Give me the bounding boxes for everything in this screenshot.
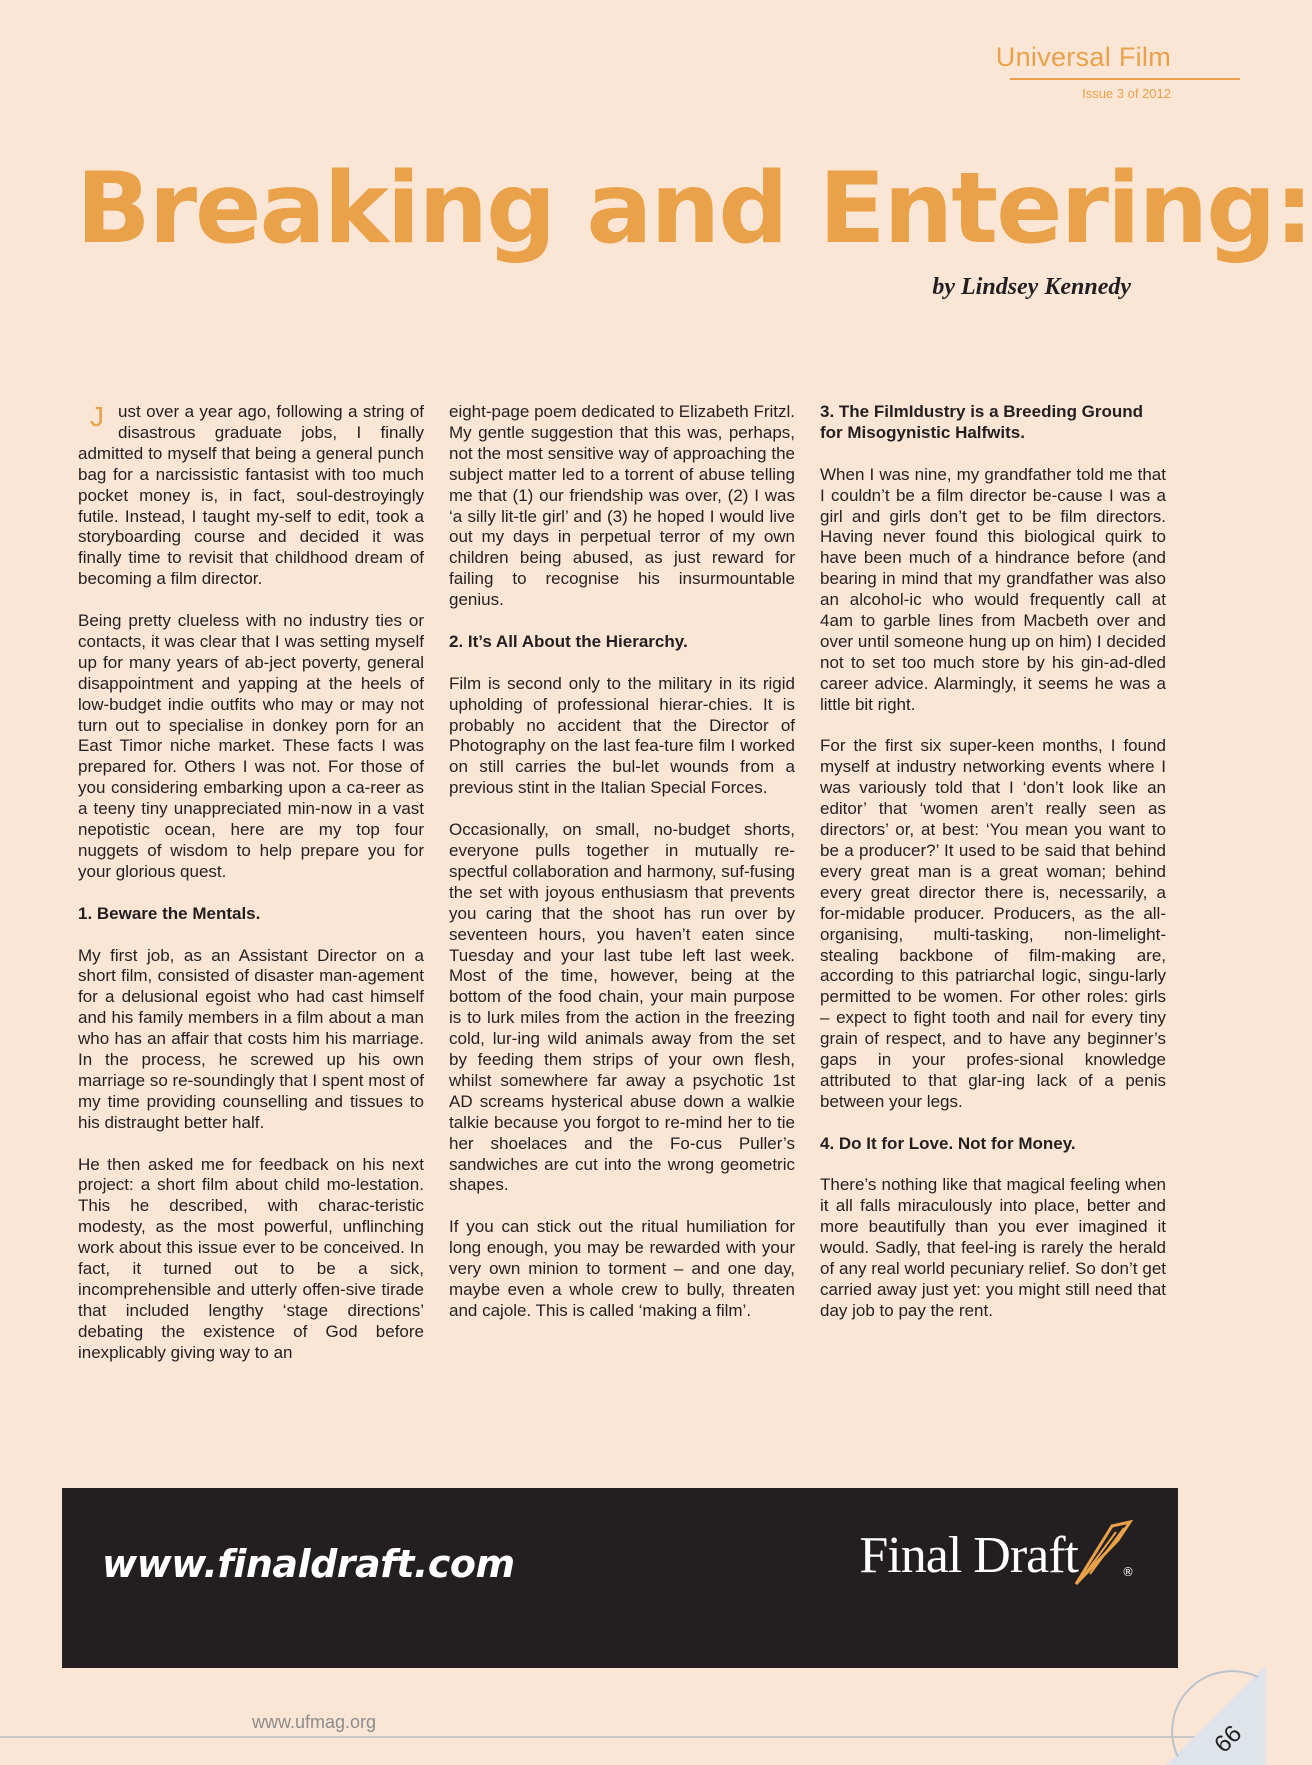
section-heading: 2. It’s All About the Hierarchy.	[449, 631, 688, 651]
paragraph: Being pretty clueless with no industry ties or contacts, it was clear that I was setting myself up for many years of ab-ject poverty, general disappointment and yapping at the heels of low-budget indie outfits who may or may not turn out to specialise in donkey porn for an East Timor niche market. These facts I was prepared for. Others I was not. For those of you considering embarking upon a ca-reer as a teeny tiny unappreciated min-now in a vast nepotistic ocean, here are my top four nuggets of wisdom to help prepare you for your glorious quest.	[78, 611, 424, 881]
advert-url[interactable]: www.finaldraft.com	[102, 1542, 515, 1586]
article-column-2	[449, 402, 795, 1343]
section-heading: 1. Beware the Mentals.	[78, 903, 261, 923]
article-byline: by Lindsey Kennedy	[932, 274, 1131, 300]
paragraph: If you can stick out the ritual humiliation for long enough, you may be rewarded with your very own minion to torment – and one day, maybe even a whole crew to bully, threaten and cajole. This is called ‘making a film’.	[449, 1217, 795, 1320]
section-heading: 4. Do It for Love. Not for Money.	[820, 1133, 1076, 1153]
footer-rule	[0, 1736, 1241, 1738]
footer-site-link[interactable]: www.ufmag.org	[252, 1712, 377, 1732]
page-number: 66	[1209, 1720, 1248, 1759]
paragraph	[78, 402, 424, 590]
article-column-1	[78, 402, 424, 1385]
registered-mark: ®	[1122, 1565, 1134, 1579]
paragraph: Occasionally, on small, no-budget shorts, everyone pulls together in mutually re-spectful collaboration and harmony, suf-fusing the set with joyous enthusiasm that prevents you caring that the shoot has run over by seventeen hours, you haven’t eaten since Tuesday and your last tube left last week. Most of the time, however, being at the bottom of the food chain, your main purpose is to lurk miles from the action in the freezing cold, lur-ing wild animals away from the set by feeding them strips of your own flesh, whilst somewhere far away a psychotic 1st AD screams hysterical abuse down a walkie talkie because you forgot to re-mind her to tie her shoelaces and the Fo-cus Puller’s sandwiches are cut into the wrong geometric shapes.	[449, 820, 795, 1195]
paragraph: He then asked me for feedback on his next project: a short film about child mo-lestation. This he described, with charac-teristic modesty, as the most powerful, unflinching work about this issue ever to be conceived. In fact, it turned out to be a sick, incomprehensible and utterly offen-sive tirade that included lengthy ‘stage directions’ debating the existence of God before inexplicably giving way to an	[78, 1154, 424, 1362]
article-title: Breaking and Entering:	[76, 152, 1312, 266]
issue-label: Issue 3 of 2012	[1082, 86, 1171, 101]
paragraph: There’s nothing like that magical feeling when it all falls miraculously into place, better and more beautifully than you ever imagined it would. Sadly, that feel-ing is rarely the herald of any real world pecuniary relief. So don’t get carried away just yet: you might still need that day job to pay the rent.	[820, 1175, 1166, 1320]
masthead-title	[996, 42, 1171, 73]
section-heading: 3. The FilmIdustry is a Breeding Ground for Misogynistic Halfwits.	[820, 402, 1144, 442]
magazine-name: Universal Film	[995, 42, 1171, 72]
paragraph: My first job, as an Assistant Director on a short film, consisted of disaster man-agement for a delusional egoist who had cast himself and his family members in a film about a man who has an affair that costs him his marriage. In the process, he screwed up his own marriage so re-soundingly that I spent most of my time providing counselling and tissues to his distraught better half.	[78, 945, 424, 1132]
article-column-3	[820, 402, 1166, 1343]
paragraph: When I was nine, my grandfather told me that I couldn’t be a film director be-cause I was a girl and girls don’t get to be film directors. Having never found this biological quirk to have been much of a hindrance before (and bearing in mind that my grandfather was also an alcohol-ic who would frequently call at 4am to garble lines from Macbeth over and over until someone hung up on him) I decided not to set too much store by his gin-ad-dled career advice. Alarmingly, it seems he was a little bit right.	[820, 464, 1166, 714]
page-number-tab	[1166, 1665, 1266, 1765]
final-draft-logo-text: Final Draft	[859, 1527, 1078, 1584]
paragraph: Film is second only to the military in its rigid upholding of professional hierar-chies. It is probably no accident that the Director of Photography on the last fea-ture film I worked on still carries the bul-let wounds from a previous stint in the Italian Special Forces.	[449, 673, 795, 798]
paragraph: For the first six super-keen months, I found myself at industry networking events where I was variously told that I ‘don’t look like an editor’ that ‘women aren’t really seen as directors’ or, at best: ‘You mean you want to be a producer?’ It used to be said that behind every great man is a great woman; behind every great director there is, necessarily, a for-midable producer. Producers, as the all-organising, multi-tasking, non-limelight-stealing backbone of film-making are, according to this patriarchal logic, singu-larly permitted to be women. For other roles: girls – expect to fight tooth and nail for every tiny grain of respect, and to have any beginner’s gaps in your profes-sional knowledge attributed to that glar-ing lack of a penis between your legs.	[820, 736, 1166, 1111]
masthead-rule	[1010, 78, 1240, 80]
paragraph-text: ust over a year ago, following a string of disastrous graduate jobs, I finally admitted to myself that being a general punch bag for a narcissistic fantasist with too much pocket money is, in fact, soul-destroyingly futile. Instead, I taught my-self to edit, took a storyboarding course and decided it was finally time to revisit that childhood dream of becoming a film director.	[78, 402, 424, 589]
final-draft-advert[interactable]	[62, 1488, 1178, 1668]
paragraph: eight-page poem dedicated to Elizabeth Fritzl. My gentle suggestion that this was, perhaps, not the most sensitive way of approaching the subject matter led to a torrent of abuse telling me that (1) our friendship was over, (2) I was ‘a silly lit-tle girl’ and (3) he hoped I would live out my days in perpetual terror of my own children being abused, as just reward for failing to recognise his insurmountable genius.	[449, 402, 795, 610]
pen-nib-logo-icon	[1072, 1518, 1134, 1588]
drop-cap: J	[90, 401, 104, 432]
